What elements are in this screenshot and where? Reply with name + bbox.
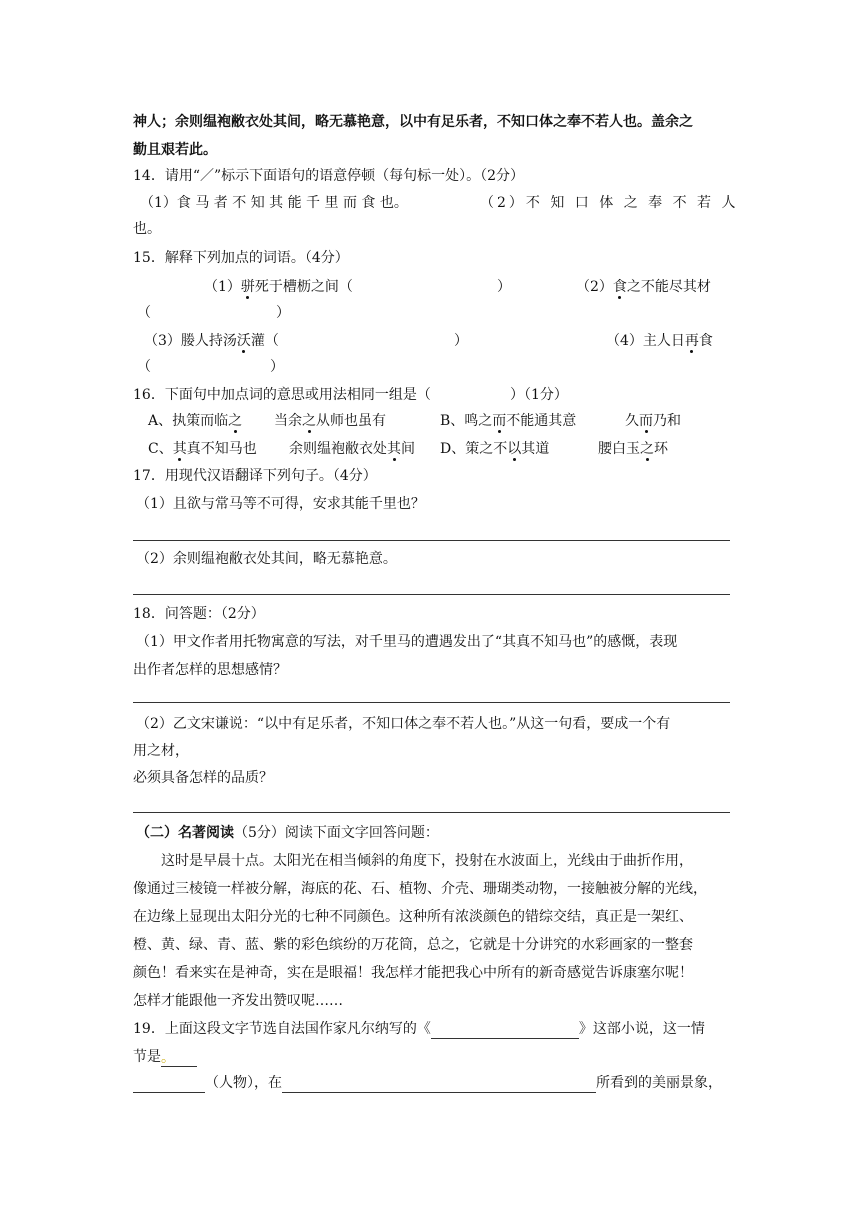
item-text: 灌（ xyxy=(250,333,279,349)
marker-dot: 。 xyxy=(161,1050,175,1066)
fill-blank-place[interactable] xyxy=(282,1074,596,1093)
reading-passage-line: 橙、黄、绿、青、蓝、紫的彩色缤纷的万花筒，总之，它就是十分讲究的水彩画家的一整套 xyxy=(133,937,693,953)
question-19-stem xyxy=(133,1019,705,1039)
option-text: 从师也虽有 xyxy=(316,413,386,429)
option-text: A、执策而临 xyxy=(148,413,229,429)
fill-blank[interactable] xyxy=(161,1048,197,1067)
question-15-item-1 xyxy=(204,277,353,297)
option-text: 间 xyxy=(401,441,415,457)
option-text: 真不知马也 xyxy=(186,441,257,457)
stem-text: 所看到的美丽景象， xyxy=(596,1075,722,1091)
option-text: 余则缊袍敝衣处 xyxy=(289,441,387,457)
answer-line xyxy=(133,594,730,595)
passage-yi-line: 神人；余则缊袍敝衣处其间，略无慕艳意，以中有足乐者，不知口体之奉不若人也。盖余之 xyxy=(133,114,693,130)
option-text: B、鸣之 xyxy=(440,413,493,429)
section-name: 名著阅读 xyxy=(178,825,234,841)
question-18-item-1-wrap: 出作者怎样的思想感情？ xyxy=(133,662,287,678)
answer-line xyxy=(133,812,730,813)
item-text: （1） xyxy=(204,279,241,295)
stem-text: 节是 xyxy=(133,1049,161,1065)
answer-paren-close: ） xyxy=(276,305,290,321)
section-instruction: （5分）阅读下面文字回答问题： xyxy=(234,825,439,841)
dotted-word: 沃 xyxy=(236,333,251,349)
stem-text: 19．上面这段文字节选自法国作家凡尔纳写的《 xyxy=(133,1021,431,1037)
answer-line xyxy=(133,540,730,541)
option-a-second xyxy=(274,411,386,431)
question-14-item-1: （1）食 马 者 不 知 其 能 千 里 而 食 也。 xyxy=(140,195,408,211)
answer-paren-close: ） xyxy=(270,359,284,375)
question-17-stem: 17．用现代汉语翻译下列句子。（4分） xyxy=(133,468,377,484)
item-text: （3）媵人持汤 xyxy=(144,333,237,349)
item-text: 之不能尽其材 xyxy=(626,279,711,295)
stem-text: 》这部小说，这一情 xyxy=(578,1021,705,1037)
question-18-item-1: （1）甲文作者用托物寓意的写法，对千里马的遭遇发出了“其真不知马也”的感慨，表现 xyxy=(136,634,678,650)
answer-paren-close: ） xyxy=(497,279,511,295)
dotted-word: 食 xyxy=(612,279,627,295)
answer-paren-open: （ xyxy=(137,305,151,321)
option-text: 不能通其意 xyxy=(506,413,577,429)
question-17-item-2: （2）余则缊袍敝衣处其间，略无慕艳意。 xyxy=(136,551,397,567)
question-14-stem: 14．请用“／”标示下面语句的语意停顿（每句标一处）。（2分） xyxy=(133,168,525,184)
option-d-second xyxy=(598,439,668,459)
stem-text: （人物），在 xyxy=(205,1075,282,1091)
reading-passage-line: 像通过三棱镜一样被分解，海底的花、石、植物、介壳、珊瑚类动物，一接触被分解的光线， xyxy=(133,881,707,897)
question-15-item-3 xyxy=(144,331,279,351)
question-18-item-2-wrap: 必须具备怎样的品质？ xyxy=(133,770,273,786)
reading-passage-line: 在边缘上显现出太阳分光的七种不同颜色。这种所有浓淡颜色的错综交结，真正是一架红、 xyxy=(133,909,693,925)
question-16-stem: 16．下面句中加点词的意思或用法相同一组是（ xyxy=(133,387,431,403)
question-15-item-2 xyxy=(576,277,711,297)
option-text: 乃和 xyxy=(653,413,681,429)
question-16-stem-tail: ）（1分） xyxy=(510,387,568,403)
dotted-word: 其 xyxy=(387,441,401,457)
item-text: 死于槽枥之间（ xyxy=(254,279,353,295)
dotted-word: 之 xyxy=(640,441,654,457)
dotted-word: 骈 xyxy=(240,279,255,295)
reading-passage-line: 颜色！看来实在是神奇，实在是眼福！我怎样才能把我心中所有的新奇感觉告诉康塞尔呢！ xyxy=(133,965,693,981)
option-text: 其道 xyxy=(521,441,550,457)
dotted-word: 之 xyxy=(302,413,316,429)
option-text: 久 xyxy=(625,413,639,429)
question-15-item-4 xyxy=(606,331,713,351)
item-text: （4）主人日 xyxy=(606,333,685,349)
question-17-item-1: （1）且欲与常马等不可得，安求其能千里也？ xyxy=(136,496,425,512)
dotted-word: 其 xyxy=(172,441,187,457)
item-text: （2） xyxy=(576,279,613,295)
option-d xyxy=(440,439,549,459)
question-18-item-2-wrap: 用之材， xyxy=(133,743,189,759)
option-text: C、 xyxy=(148,441,173,457)
answer-paren-open: （ xyxy=(137,359,151,375)
dotted-word: 以 xyxy=(507,441,522,457)
answer-line xyxy=(133,702,730,703)
item-text: 食 xyxy=(698,333,713,349)
question-19-line-3 xyxy=(133,1073,722,1093)
option-b xyxy=(440,411,576,431)
question-18-item-2: （2）乙文宋谦说：“以中有足乐者，不知口体之奉不若人也。”从这一句看，要成一个有 xyxy=(136,716,671,732)
dotted-word: 再 xyxy=(684,333,699,349)
option-text: 当余 xyxy=(274,413,302,429)
question-14-wrap: 也。 xyxy=(133,221,161,237)
fill-blank[interactable] xyxy=(431,1020,579,1039)
fill-blank-character[interactable] xyxy=(133,1074,205,1093)
question-19-line-2 xyxy=(133,1047,197,1067)
dotted-word: 而 xyxy=(492,413,507,429)
reading-passage-line: 怎样才能跟他一齐发出赞叹呢…… xyxy=(133,993,343,1009)
option-a xyxy=(148,411,242,431)
option-text: 环 xyxy=(654,441,668,457)
question-18-stem: 18．问答题：（2分） xyxy=(133,606,265,622)
question-14-item-2: （2）不 知 口 体 之 奉 不 若 人 xyxy=(480,195,739,211)
option-text: D、策之不 xyxy=(440,441,508,457)
dotted-word: 之 xyxy=(228,413,243,429)
option-c xyxy=(148,439,257,459)
dotted-word: 而 xyxy=(639,413,653,429)
option-c-second xyxy=(289,439,415,459)
option-b-second xyxy=(625,411,681,431)
passage-yi-line: 勤且艰若此。 xyxy=(133,142,217,158)
reading-passage-line: 这时是早晨十点。太阳光在相当倾斜的角度下，投射在水波面上，光线由于曲折作用， xyxy=(161,853,693,869)
section-number: （二） xyxy=(136,825,178,841)
question-15-stem: 15．解释下列加点的词语。（4分） xyxy=(133,250,349,266)
option-text: 腰白玉 xyxy=(598,441,640,457)
section-2-title xyxy=(136,823,439,843)
answer-paren-close: ） xyxy=(454,333,468,349)
